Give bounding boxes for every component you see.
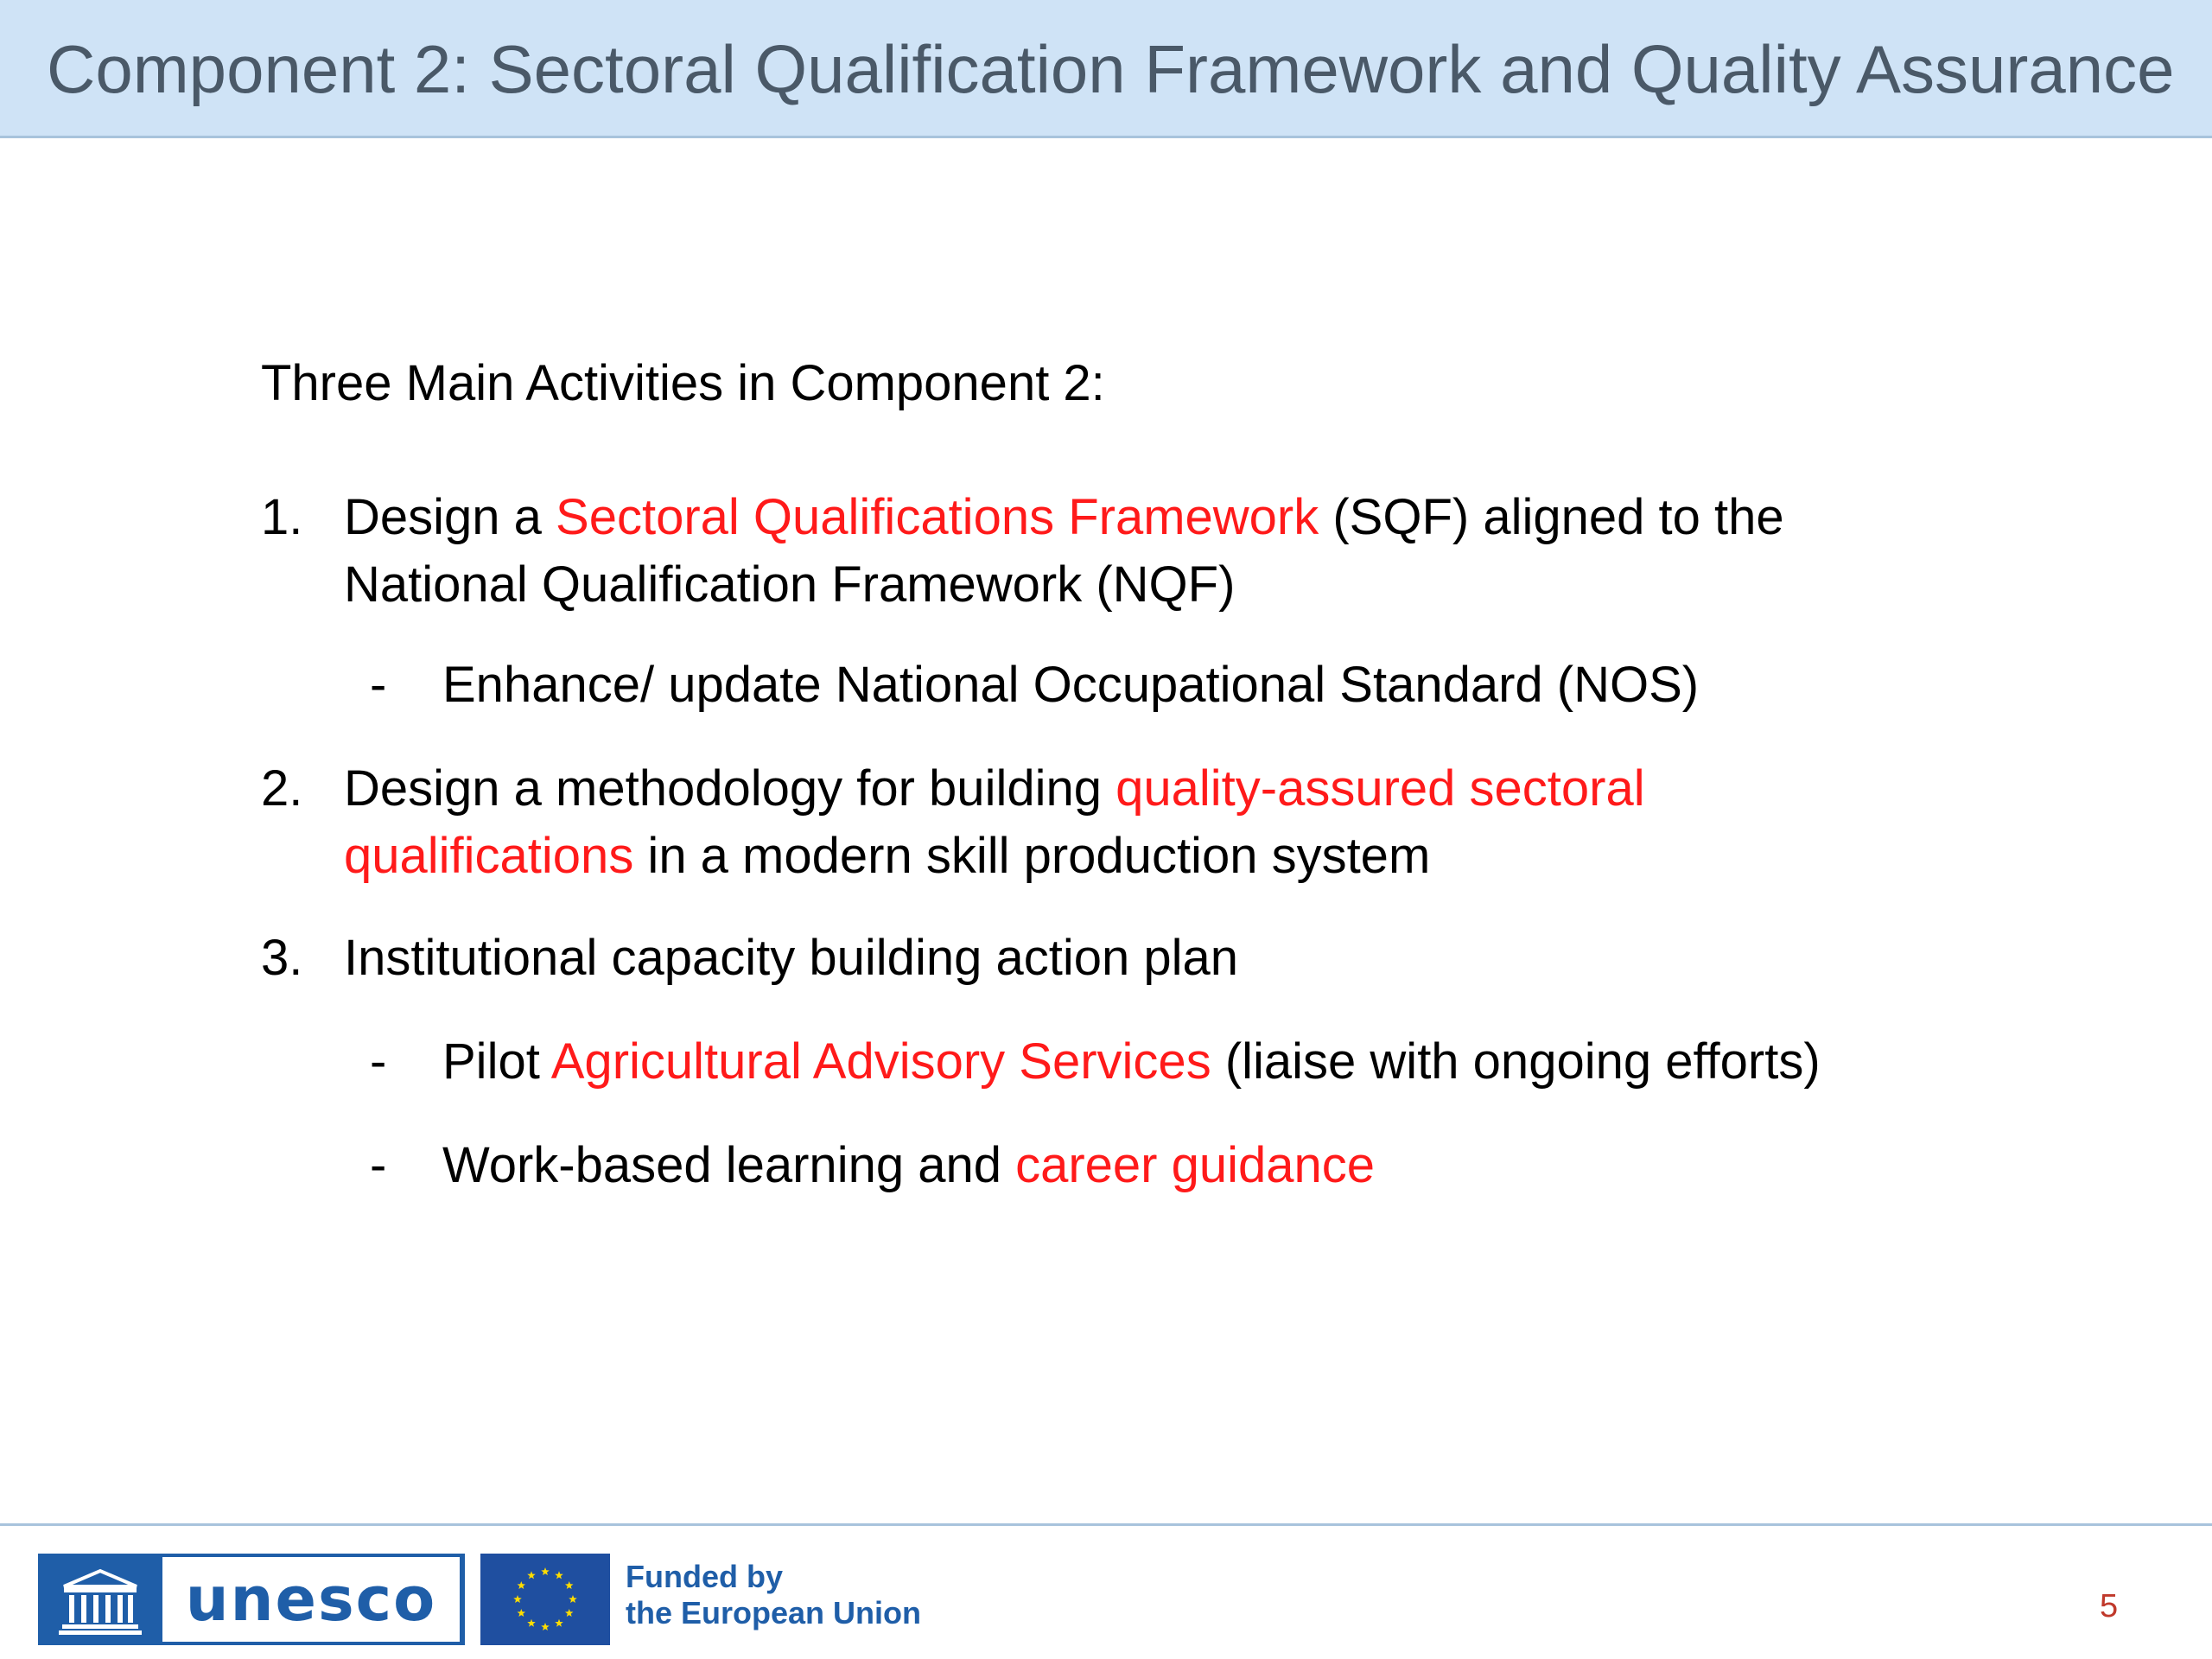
footer-divider bbox=[0, 1523, 2212, 1526]
item-number: 2. bbox=[261, 760, 303, 817]
item-text bbox=[344, 755, 1899, 890]
item-text bbox=[344, 484, 1899, 619]
text-segment: in a modern skill production system bbox=[633, 828, 1431, 884]
subitem-text bbox=[442, 1028, 1821, 1096]
item-line: Institutional capacity building action plan bbox=[344, 930, 1238, 986]
text-segment: Pilot bbox=[442, 1033, 551, 1090]
text-segment: Work-based learning and bbox=[442, 1137, 1016, 1193]
dash-bullet: - bbox=[370, 657, 387, 713]
text-segment: Design a bbox=[344, 489, 556, 545]
unesco-wordmark-box bbox=[162, 1557, 460, 1642]
subitem-text bbox=[442, 1132, 1375, 1199]
item-number: 1. bbox=[261, 489, 303, 545]
item-line: National Qualification Framework (NQF) bbox=[344, 556, 1236, 613]
item-number: 3. bbox=[261, 930, 303, 986]
highlighted-term: qualifications bbox=[344, 828, 634, 884]
unesco-logo bbox=[38, 1554, 465, 1645]
highlighted-term: quality-assured sectoral bbox=[1116, 760, 1645, 817]
dash-bullet: - bbox=[370, 1033, 387, 1090]
item-line bbox=[344, 755, 1899, 823]
text-segment: (SQF) aligned to the bbox=[1319, 489, 1784, 545]
dash-bullet: - bbox=[370, 1137, 387, 1193]
highlighted-term: Sectoral Qualifications Framework bbox=[556, 489, 1319, 545]
slide-title: Component 2: Sectoral Qualification Framework and Quality Assurance bbox=[47, 31, 2175, 107]
unesco-wordmark: unesco bbox=[185, 1564, 437, 1635]
intro-text: Three Main Activities in Component 2: bbox=[261, 355, 1105, 411]
title-bar bbox=[0, 0, 2212, 138]
text-segment: (liaise with ongoing efforts) bbox=[1211, 1033, 1821, 1090]
eu-funding-line-1: Funded by bbox=[626, 1559, 783, 1594]
highlighted-term: Agricultural Advisory Services bbox=[550, 1033, 1211, 1090]
eu-funding-line-2: the European Union bbox=[626, 1595, 921, 1630]
unesco-temple-icon bbox=[38, 1554, 162, 1645]
item-line bbox=[344, 484, 1899, 551]
eu-funding-text bbox=[626, 1559, 921, 1631]
highlighted-term: career guidance bbox=[1015, 1137, 1376, 1193]
subitem-text: Enhance/ update National Occupational Standard (NOS) bbox=[442, 657, 1700, 713]
item-text bbox=[344, 925, 1899, 992]
eu-flag-icon bbox=[480, 1554, 610, 1645]
text-segment: Design a methodology for building bbox=[344, 760, 1116, 817]
page-number: 5 bbox=[2100, 1588, 2119, 1624]
item-line bbox=[344, 823, 1899, 890]
